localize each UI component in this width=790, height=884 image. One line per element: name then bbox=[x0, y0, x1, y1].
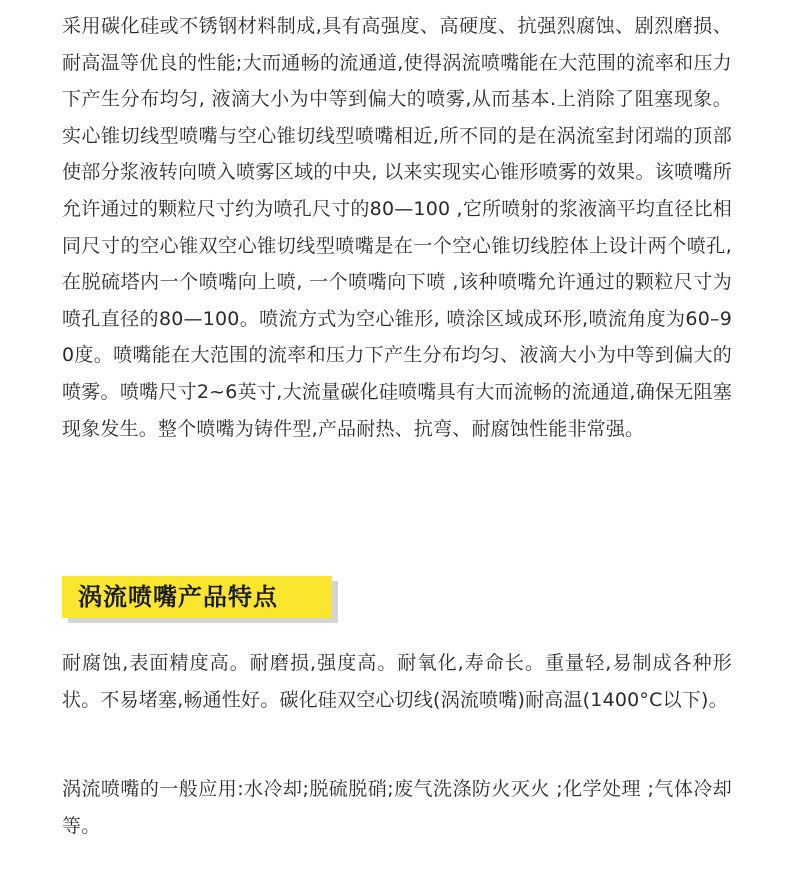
intro-paragraph: 采用碳化硅或不锈钢材料制成,具有高强度、高硬度、抗强烈腐蚀、剧烈磨损、耐高温等优良的性能;大而通畅的流通道,使得涡流喷嘴能在大范围的流率和压力下产生分布均匀, 液滴大小为中等到偏大的喷雾,从而基本.上消除了阻塞现象。实心锥切线型喷嘴与空心锥切线型喷嘴相近,所不同的是在涡流室封闭端的顶部使部分浆液转向喷入喷雾区域的中央, 以来实现实心锥形喷雾的效果。该喷嘴所允许通过的颗粒尺寸约为喷孔尺寸的80—100 ,它所喷射的浆液滴平均直径比相同尺寸的空心锥双空心锥切线型喷嘴是在一个空心锥切线腔体上设计两个喷孔,在脱硫塔内一个喷嘴向上喷, 一个喷嘴向下喷 ,该种喷嘴允许通过的颗粒尺寸为喷孔直径的80—100。喷流方式为空心锥形, 喷涂区域成环形,喷流角度为60–90度。喷嘴能在大范围的流率和压力下产生分布均匀、液滴大小为中等到偏大的喷雾。喷嘴尺寸2~6英寸,大流量碳化硅喷嘴具有大而流畅的流通道,确保无阻塞现象发生。整个喷嘴为铸件型,产品耐热、抗弯、耐腐蚀性能非常强。 bbox=[62, 15, 732, 440]
features-paragraph: 耐腐蚀,表面精度高。耐磨损,强度高。耐氧化,寿命长。重量轻,易制成各种形状。不易堵塞,畅通性好。碳化硅双空心切线(涡流喷嘴)耐高温(1400°C以下)。 bbox=[62, 652, 732, 711]
applications-paragraph: 涡流喷嘴的一般应用:水冷却;脱硫脱硝;废气洗涤防火灭火 ;化学处理 ;气体冷却等。 bbox=[62, 778, 732, 837]
section-heading: 涡流喷嘴产品特点 bbox=[62, 576, 332, 618]
